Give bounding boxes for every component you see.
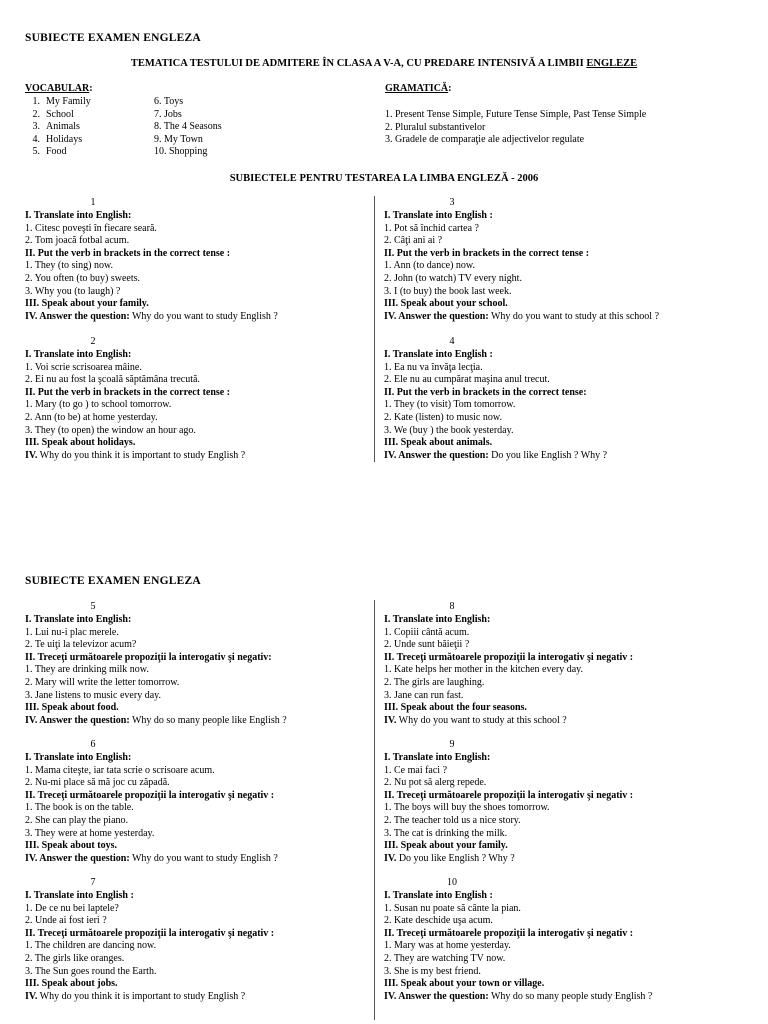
grammar-label-text: GRAMATICĂ xyxy=(385,83,449,94)
subject-number: 1 xyxy=(90,197,96,208)
subject-1: 1 I. Translate into English: 1. Citesc poveşti în fiecare seară. 2. Tom joacă fotbal acum. II. Put the verb in brackets in the correct tense : 1. They (to sing) now. 2. You often (to buy) sweets. 3. Why you (to laugh) ? III. Speak about your family. IV. Answer the question: Why do you want to study English ? xyxy=(25,197,278,322)
page-title: SUBIECTE EXAMEN ENGLEZA xyxy=(25,32,201,44)
vocabulary-item: 9. My Town xyxy=(154,133,203,145)
grammar-item: 3. Gradele de comparaţie ale adjectivelor regulate xyxy=(385,134,585,146)
subject-number: 9 xyxy=(449,739,455,750)
vocabulary-list-right xyxy=(154,96,222,159)
grammar-item: 1. Present Tense Simple, Future Tense Simple, Past Tense Simple xyxy=(385,109,647,120)
grammar-list xyxy=(385,109,646,147)
admission-heading-underlined: ENGLEZE xyxy=(586,58,638,69)
page-title-2: SUBIECTE EXAMEN ENGLEZA xyxy=(25,575,201,587)
admission-heading xyxy=(0,58,768,71)
vocabulary-label-text: VOCABULAR xyxy=(25,83,90,94)
vocabulary-item: 8. The 4 Seasons xyxy=(154,121,222,133)
vocabulary-list-left xyxy=(24,96,91,159)
vocabulary-item: 4. Holidays xyxy=(32,133,83,145)
vocabulary-item: 1. My Family xyxy=(32,96,91,107)
column-divider xyxy=(374,600,375,1020)
subject-number: 6 xyxy=(90,739,96,750)
subject-number: 5 xyxy=(90,601,96,612)
subject-2: 2 I. Translate into English: 1. Voi scrie scrisoarea mâine. 2. Ei nu au fost la şcoală săptămâna trecută. II. Put the verb in brackets in the correct tense : 1. Mary (to go ) to school tomorrow. 2. Ann (to be) at home yesterday. 3. They (to open) the window an hour ago. III. Speak about holidays. IV. Why do you think it is important to study English ? xyxy=(25,336,246,461)
subject-4: 4 I. Translate into English : 1. Ea nu va învăţa lecţia. 2. Ele nu au cumpărat maşina anul trecut. II. Put the verb in brackets in the correct tense: 1. They (to visit) Tom tomorrow. 2. Kate (listen) to music now. 3. We (buy ) the book yesterday. III. Speak about animals. IV. Answer the question: Do you like English ? Why ? xyxy=(384,336,608,461)
subject-number: 7 xyxy=(90,877,96,888)
vocabulary-item: 5. Food xyxy=(32,146,67,158)
subject-number: 8 xyxy=(449,601,455,612)
grammar-label xyxy=(385,83,452,96)
subject-8: 8 I. Translate into English: 1. Copiii cântă acum. 2. Unde sunt băieţii ? II. Treceţi următoarele propoziţii la interogativ şi negativ : 1. Kate helps her mother in the kitchen every day. 2. The girls are laughing. 3. Jane can run fast. III. Speak about the four seasons. IV. Why do you want to study at this school ? xyxy=(384,601,634,726)
vocabulary-label xyxy=(25,83,93,96)
subject-3: 3 I. Translate into English : 1. Pot să închid cartea ? 2. Câţi ani ai ? II. Put the verb in brackets in the correct tense : 1. Ann (to dance) now. 2. John (to watch) TV every night. 3. I (to buy) the book last week. III. Speak about your school. IV. Answer the question: Why do you want to study at this school ? xyxy=(384,197,660,322)
vocabulary-item: 10. Shopping xyxy=(154,146,208,158)
grammar-item: 2. Pluralul substantivelor xyxy=(385,121,486,133)
admission-heading-text: TEMATICA TESTULUI DE ADMITERE ÎN CLASA A V-A, CU PREDARE INTENSIVĂ A LIMBII xyxy=(130,58,587,69)
subject-7: 7 I. Translate into English : 1. De ce nu bei laptele? 2. Unde ai fost ieri ? II. Treceţi următoarele propoziţii la interogativ şi negativ : 1. The children are dancing now. 2. The girls like oranges. 3. The Sun goes round the Earth. III. Speak about jobs. IV. Why do you think it is important to study English ? xyxy=(25,877,275,1002)
subjects-heading: SUBIECTELE PENTRU TESTAREA LA LIMBA ENGLEZĂ - 2006 xyxy=(229,173,539,184)
column-divider xyxy=(374,196,375,462)
subject-6: 6 I. Translate into English: 1. Mama citeşte, iar tata scrie o scrisoare acum. 2. Nu-mi place să mă joc cu zăpadă. II. Treceţi următoarele propoziţii la interogativ şi negativ : 1. The book is on the table. 2. She can play the piano. 3. They were at home yesterday. III. Speak about toys. IV. Answer the question: Why do you want to study English ? xyxy=(25,739,278,864)
subject-number: 3 xyxy=(449,197,455,208)
subject-number: 10 xyxy=(447,877,457,888)
subject-10: 10 I. Translate into English : 1. Susan nu poate să cânte la pian. 2. Kate deschide uşa acum. II. Treceţi următoarele propoziţii la interogativ şi negativ : 1. Mary was at home yesterday. 2. They are watching TV now. 3. She is my best friend. III. Speak about your town or village. IV. Answer the question: Why do so many people study English ? xyxy=(384,877,653,1002)
vocabulary-label-colon: : xyxy=(89,83,93,94)
vocabulary-item: 2. School xyxy=(32,108,74,120)
vocabulary-item: 3. Animals xyxy=(32,121,80,133)
vocabulary-item: 6. Toys xyxy=(154,96,184,107)
subject-9: 9 I. Translate into English: 1. Ce mai faci ? 2. Nu pot să alerg repede. II. Treceţi următoarele propoziţii la interogativ şi negativ : 1. The boys will buy the shoes tomorrow. 2. The teacher told us a nice story. 3. The cat is drinking the milk. III. Speak about your family. IV. Do you like English ? Why ? xyxy=(384,739,634,864)
subject-number: 4 xyxy=(449,336,455,347)
subject-number: 2 xyxy=(90,336,96,347)
grammar-label-colon: : xyxy=(448,83,452,94)
subject-5: 5 I. Translate into English: 1. Lui nu-i plac merele. 2. Te uiţi la televizor acum? II. Treceţi următoarele propoziţii la interogativ şi negativ: 1. They are drinking milk now. 2. Mary will write the letter tomorrow. 3. Jane listens to music every day. III. Speak about food. IV. Answer the question: Why do so many people like English ? xyxy=(25,601,287,726)
vocabulary-item: 7. Jobs xyxy=(154,108,182,120)
